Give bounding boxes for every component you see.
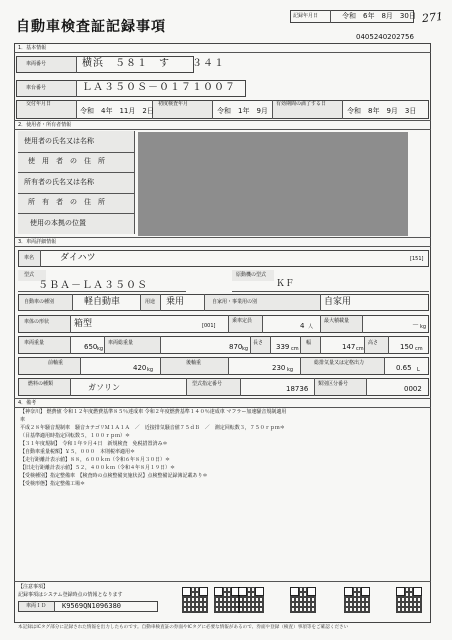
private-value: 自家用 bbox=[324, 297, 352, 307]
issue-value: 令和 4年 11月 2日 bbox=[80, 107, 154, 115]
remark-line: 【受検形態】指定整備工場＊ bbox=[20, 481, 86, 487]
remark-line: 【受検種別】指定整備車 【検査時の点検整備実施状況】点検整備記録簿記載あり＊ bbox=[20, 473, 208, 479]
model-value: ５ＢＡ－ＬＡ３５０Ｓ bbox=[38, 280, 148, 291]
qr-code-icon bbox=[290, 587, 316, 613]
remark-line: 【神奈川】 燃費値 令和１２年度燃費基準８５％達成車 令和２年度燃費基準１４０％達成車 マフラー加速騒音規制適用 bbox=[20, 409, 287, 415]
remark-line: 平成２８年騒音規制車 騒音カテゴリＭ１Ａ１Ａ ／ 近接排気騒音値７５ｄＢ ／ 測定回転数３，７５０ｒｐｍ＊ bbox=[20, 425, 285, 431]
issue-label: 交付年月日 bbox=[26, 101, 52, 107]
reg-no-value: 横浜 ５８１ す ３４１ bbox=[82, 58, 225, 69]
expiry-label: 有効期間の満了する日 bbox=[276, 101, 327, 107]
remark-line: 【旧走行距離計表示値】５２，４００ｋｍ（令和４年８月１９日）＊ bbox=[20, 465, 176, 471]
length-value: 339 bbox=[276, 343, 290, 351]
owner-name-label: 所有者の氏名又は名称 bbox=[24, 178, 94, 186]
displacement-label: 総排気量又は定格出力 bbox=[314, 360, 365, 366]
main-frame bbox=[14, 43, 431, 623]
remark-line: （目基準適用時指定回転数５，１００ｒｐｍ）＊ bbox=[20, 433, 131, 439]
engine-label: 原動機の型式 bbox=[236, 272, 267, 278]
fuel-label: 燃料の種類 bbox=[28, 381, 54, 387]
handwritten-number: 271 bbox=[421, 9, 444, 26]
capacity-value: 4 bbox=[300, 322, 305, 330]
base-location-label: 使用の本拠の位置 bbox=[30, 219, 86, 227]
maker-value: ダイハツ bbox=[60, 253, 96, 263]
user-address-label: 使 用 者 の 住 所 bbox=[28, 157, 105, 165]
private-label: 自家用・事業用の別 bbox=[212, 299, 258, 305]
issue-date-value: 令和 6年 8月 30日 bbox=[342, 12, 416, 20]
remark-line: 【３１年度規制】 令和１年９月４日 新規検査 免税措置済み＊ bbox=[20, 441, 168, 447]
gross-label: 車両総重量 bbox=[108, 340, 134, 346]
qr-code-icon bbox=[214, 587, 240, 613]
rear-axle-value: 230 bbox=[272, 364, 286, 372]
section4-title: 4．備考 bbox=[18, 400, 37, 406]
vehicle-id-label: 車両ＩＤ bbox=[26, 603, 47, 609]
reg-no-label: 車両番号 bbox=[26, 61, 47, 67]
section3-title: 3．車両詳細情報 bbox=[18, 239, 57, 245]
expiry-value: 令和 8年 9月 3日 bbox=[347, 107, 417, 115]
displacement-unit: L bbox=[417, 367, 420, 373]
section1-title: 1．基本情報 bbox=[18, 45, 47, 51]
max-load-label: 最大積載量 bbox=[324, 318, 350, 324]
front-axle-label: 前軸重 bbox=[48, 360, 64, 366]
maker-code: [151] bbox=[410, 256, 424, 262]
category-value: 0002 bbox=[404, 385, 422, 393]
max-load-unit: kg bbox=[420, 324, 427, 330]
weight-label: 車両重量 bbox=[24, 340, 45, 346]
length-label: 長さ bbox=[253, 340, 264, 346]
capacity-label: 乗車定員 bbox=[232, 318, 253, 324]
first-reg-label: 初度検査年月 bbox=[158, 101, 189, 107]
redacted-owner-info bbox=[138, 132, 408, 236]
width-unit: cm bbox=[356, 346, 364, 352]
maker-label: 車名 bbox=[24, 255, 35, 261]
kind-label: 自動車の種別 bbox=[24, 299, 55, 305]
body-value: 箱型 bbox=[74, 319, 93, 329]
bottom-note: 本記録はICタグ部分に記録された情報を出力したものです。自動車検査証の券面やICタグに必要な情報があるので、券面や登録（検査）事項等をご確認ください bbox=[18, 625, 349, 630]
body-code: [001] bbox=[202, 323, 216, 329]
length-unit: cm bbox=[291, 346, 299, 352]
height-unit: cm bbox=[415, 346, 423, 352]
weight-value: 650 bbox=[84, 343, 98, 351]
type-designation-label: 型式指定番号 bbox=[192, 381, 223, 387]
weight-unit: kg bbox=[97, 346, 104, 352]
remark-line: 【走行距離計表示値】８８，６００ｋｍ（令和６年８月３０日）＊ bbox=[20, 457, 171, 463]
section2-title: 2．使用者・所有者情報 bbox=[18, 122, 72, 128]
width-value: 147 bbox=[342, 343, 356, 351]
notes-title: 【注意事項】 bbox=[18, 584, 49, 590]
qr-code-icon bbox=[396, 587, 422, 613]
qr-code-icon bbox=[344, 587, 370, 613]
user-name-label: 使用者の氏名又は名称 bbox=[24, 137, 94, 145]
use-label: 用途 bbox=[145, 299, 156, 305]
first-reg-value: 令和 1年 9月 bbox=[217, 107, 268, 115]
notes-text: 記録事項はシステム登録時点の情報となります bbox=[18, 592, 123, 598]
document-number: 0405240202756 bbox=[356, 33, 414, 41]
displacement-value: 0.65 bbox=[396, 364, 412, 372]
use-value: 乗用 bbox=[166, 297, 185, 307]
rear-axle-unit: kg bbox=[287, 367, 294, 373]
model-label: 型式 bbox=[24, 272, 35, 278]
vehicle-id-value: K9569QN1096380 bbox=[62, 602, 122, 610]
front-axle-value: 420 bbox=[133, 364, 147, 372]
height-value: 150 bbox=[400, 343, 414, 351]
front-axle-unit: kg bbox=[147, 367, 154, 373]
qr-code-icon bbox=[238, 587, 264, 613]
remark-line: 【自動車重量税額】￥５，０００ 本則税率適用＊ bbox=[20, 449, 136, 455]
category-label: 類別区分番号 bbox=[318, 381, 349, 387]
rear-axle-label: 後軸重 bbox=[186, 360, 202, 366]
page-title: 自動車検査証記録事項 bbox=[16, 19, 166, 35]
capacity-unit: 人 bbox=[308, 324, 314, 330]
body-label: 車体の形状 bbox=[24, 319, 50, 325]
issue-date-label: 記録年月日 bbox=[293, 13, 319, 19]
owner-address-label: 所 有 者 の 住 所 bbox=[28, 198, 105, 206]
fuel-value: ガソリン bbox=[88, 383, 120, 392]
chassis-value: ＬＡ３５０Ｓ－０１７１００７ bbox=[82, 82, 236, 93]
height-label: 高さ bbox=[368, 340, 379, 346]
engine-value: ＫＦ bbox=[276, 279, 295, 289]
qr-code-icon bbox=[182, 587, 208, 613]
chassis-label: 車台番号 bbox=[26, 85, 47, 91]
type-designation-value: 18736 bbox=[286, 385, 309, 393]
kind-value: 軽自動車 bbox=[84, 297, 121, 307]
remark-line: 車 bbox=[20, 417, 26, 423]
gross-value: 870 bbox=[229, 343, 243, 351]
gross-unit: kg bbox=[242, 346, 249, 352]
width-label: 幅 bbox=[306, 340, 312, 346]
max-load-value: － bbox=[412, 321, 419, 329]
